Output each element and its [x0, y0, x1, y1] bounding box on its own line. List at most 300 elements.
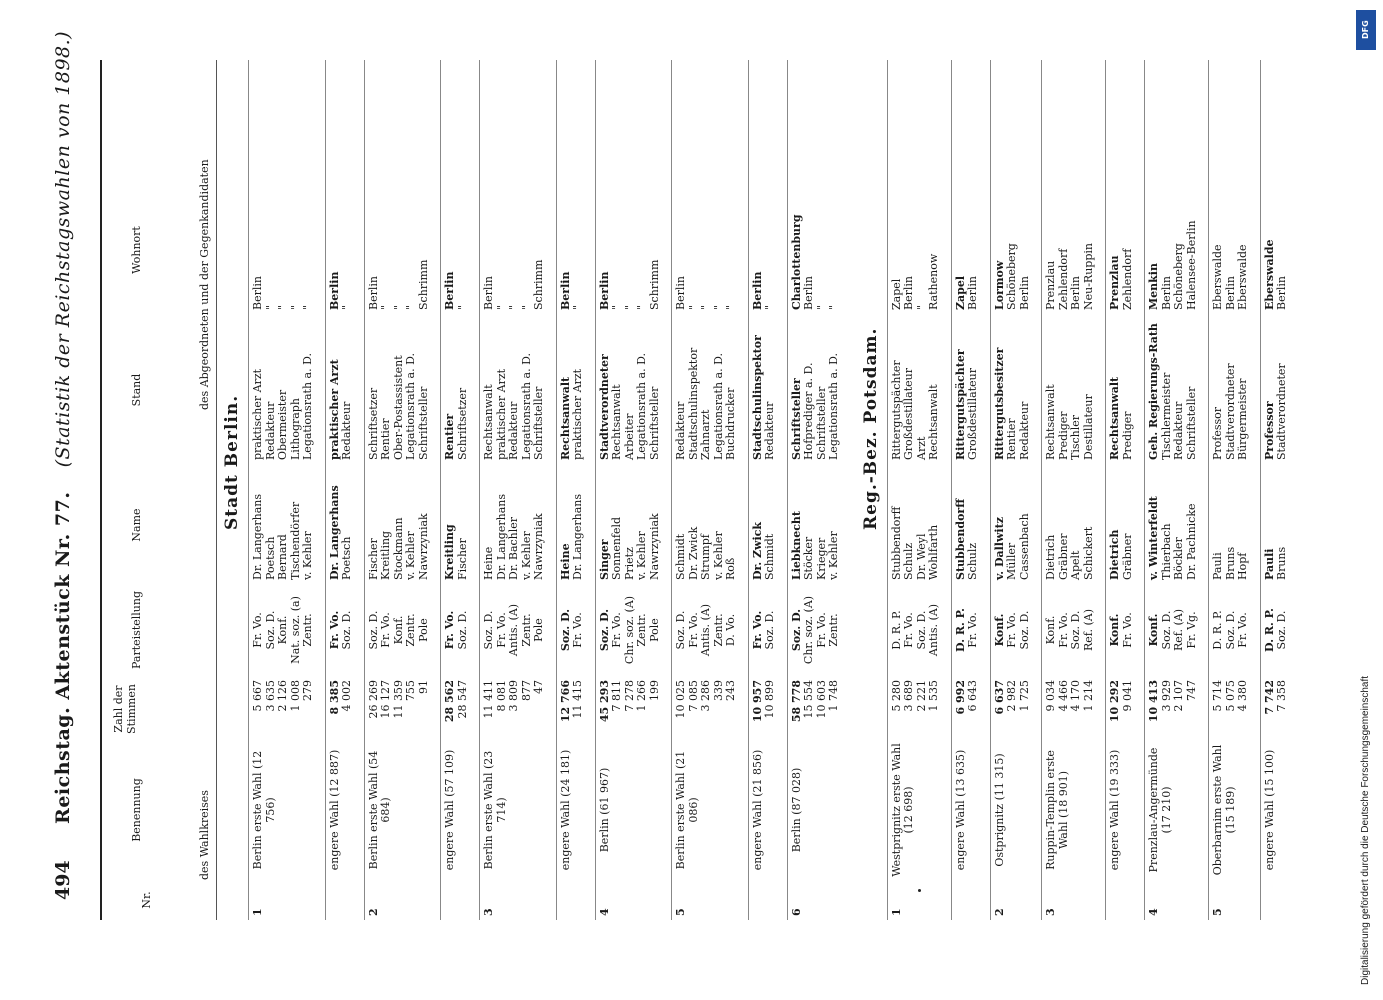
residence: Charlottenburg — [789, 214, 803, 310]
party: D. R. P. — [1211, 610, 1224, 650]
party-column — [560, 590, 585, 670]
party: Konf. — [391, 615, 405, 645]
party: Zentr. — [404, 613, 417, 647]
party: Konf. — [1147, 613, 1160, 647]
occupation: Redakteur — [674, 401, 687, 460]
party: Fr. Vo. — [814, 612, 828, 648]
residence: Berlin — [1159, 276, 1173, 310]
occupation: Tischler — [1069, 414, 1082, 460]
residence: Berlin — [902, 276, 915, 310]
party: Soz. D. — [789, 608, 803, 652]
vote-count-column — [329, 680, 354, 738]
col-zahl: Zahl der Stimmen — [112, 684, 138, 734]
party: Pole — [647, 618, 661, 642]
vote-count: 339 — [711, 680, 725, 701]
district-number: 4 — [1147, 908, 1160, 916]
vote-count: 3 286 — [699, 680, 712, 712]
vote-count-column — [752, 680, 777, 738]
occupation: Arbeiter — [622, 413, 636, 460]
vote-count-column — [1212, 680, 1250, 738]
candidate-name-column — [752, 470, 777, 580]
wahlkreis: Berlin erste Wahl (54 684) — [366, 750, 392, 870]
party-column — [752, 590, 777, 670]
occupation: Legationsrath a. D. — [711, 353, 725, 460]
residence: Menkin — [1147, 263, 1160, 310]
col-wohnort: Wohnort — [130, 226, 143, 274]
wahlkreis: Berlin erste Wahl (23 714) — [482, 750, 508, 870]
occupation: Stadtverordneter — [1223, 363, 1237, 460]
vote-count-column — [368, 680, 431, 738]
vote-count-column — [1148, 680, 1198, 738]
party: Fr. Vo. — [1236, 612, 1249, 648]
district-number: 2 — [992, 908, 1006, 916]
party: Pole — [416, 618, 430, 642]
candidate-name: Schmidt — [763, 533, 776, 580]
vote-count: 5 075 — [1223, 680, 1237, 712]
party: Soz. D. — [263, 610, 277, 650]
vote-count-column — [891, 680, 941, 738]
residence: Berlin — [674, 276, 687, 310]
row-separator — [1208, 60, 1209, 920]
candidate-name: Fischer — [455, 538, 469, 580]
party-column — [1212, 590, 1250, 670]
party: Fr. Vo. — [902, 612, 915, 648]
residence: " — [379, 304, 392, 310]
residence: Zehlendorf — [1120, 248, 1134, 310]
party: Soz. D. — [597, 608, 611, 652]
row-separator — [887, 60, 888, 920]
col-benennung: Benennung — [130, 778, 143, 842]
row-separator — [248, 60, 249, 920]
residence: " — [610, 304, 623, 310]
candidate-name: Schmidt — [674, 533, 687, 580]
residence: Eberswalde — [1236, 244, 1249, 310]
vote-count: 243 — [724, 680, 737, 701]
occupation-column — [368, 320, 431, 460]
candidate-name-column — [483, 470, 546, 580]
candidate-name: Heine — [558, 543, 572, 580]
residence: Berlin — [443, 271, 456, 310]
occupation: Rechtsanwalt — [610, 384, 623, 460]
vote-count: 1 725 — [1017, 680, 1031, 712]
party: Fr. Vo. — [251, 612, 264, 648]
party: Ref. (A) — [1172, 609, 1185, 651]
occupation-column — [1045, 320, 1095, 460]
wahlkreis: Berlin erste Wahl (12 756) — [251, 750, 277, 870]
candidate-name: Stöcker — [802, 536, 815, 580]
vote-count: 1 535 — [927, 680, 940, 712]
candidate-name: v. Kehler — [635, 531, 648, 580]
vote-count: 9 041 — [1120, 680, 1134, 712]
row-separator — [556, 60, 557, 920]
occupation: Schriftsteller — [647, 386, 661, 460]
candidate-name: Stubbendorff — [889, 506, 903, 580]
residence: Eberswalde — [1262, 239, 1276, 310]
candidate-name: Nawrzyniak — [532, 513, 545, 580]
occupation-column — [560, 320, 585, 460]
occupation: Rittergutsbesitzer — [992, 347, 1006, 460]
occupation: Legationsrath a. D. — [635, 353, 648, 460]
occupation: Redakteur — [507, 401, 520, 460]
district-number: 5 — [1211, 908, 1224, 916]
party-column — [675, 590, 738, 670]
table-row — [364, 60, 441, 920]
party-column — [483, 590, 546, 670]
party: Zentr. — [301, 613, 314, 647]
occupation: Stadtschulinspektor — [686, 347, 700, 460]
occupation: Redakteur — [263, 401, 277, 460]
residence: Berlin — [597, 271, 611, 310]
candidate-name: Prietz — [622, 547, 636, 580]
occupation: Tischlermeister — [1159, 372, 1173, 460]
residence-column — [329, 190, 354, 310]
candidate-name: Müller — [1005, 542, 1018, 580]
candidate-name-column — [675, 470, 738, 580]
party: Soz. D. — [455, 610, 469, 650]
candidate-name: Heine — [482, 546, 495, 580]
residence-column — [368, 190, 431, 310]
occupation-column — [329, 320, 354, 460]
district-number: 3 — [482, 908, 495, 916]
candidate-name: Hopf — [1236, 552, 1249, 580]
candidate-name-column — [1212, 470, 1250, 580]
residence: " — [391, 304, 405, 310]
vote-count-column — [791, 680, 841, 738]
vote-count: 6 637 — [992, 680, 1006, 715]
party-column — [1148, 590, 1198, 670]
party-column — [599, 590, 662, 670]
vote-count: 747 — [1184, 680, 1198, 701]
party: Soz. D. — [763, 610, 776, 650]
candidate-name: Stubbendorff — [953, 498, 967, 580]
candidate-name: Fischer — [366, 538, 380, 580]
vote-count: 10 025 — [674, 680, 687, 719]
occupation: Rechtsanwalt — [1044, 384, 1057, 460]
residence-column — [1212, 190, 1250, 310]
residence: Berlin — [802, 276, 815, 310]
wahlkreis: Ruppin-Templin erste Wahl (18 901) — [1044, 750, 1070, 870]
candidate-name: Apelt — [1069, 550, 1082, 580]
wahlkreis: Ostprignitz (11 315) — [992, 753, 1006, 867]
residence: Neu-Ruppin — [1081, 243, 1095, 310]
wahlkreis: Berlin erste Wahl (21 086) — [674, 750, 700, 870]
col-partei: Parteistellung — [130, 591, 143, 669]
party: Fr. Vo. — [571, 612, 584, 648]
occupation: Schriftsteller — [1184, 386, 1198, 460]
occupation: Redakteur — [763, 401, 776, 460]
vote-count: 2 126 — [276, 680, 289, 712]
occupation: Rechtsanwalt — [482, 384, 495, 460]
party: Konf. — [276, 615, 289, 645]
candidate-name: Bernard — [276, 534, 289, 580]
district-number: 2 — [366, 908, 380, 916]
candidate-name: Poetsch — [340, 536, 353, 580]
residence: " — [914, 304, 928, 310]
vote-count: 5 714 — [1211, 680, 1224, 712]
candidate-name-column — [1264, 470, 1289, 580]
candidate-name-column — [994, 470, 1032, 580]
candidate-name: Schulz — [966, 542, 979, 580]
party: Soz. D. — [1069, 610, 1082, 650]
occupation-column — [752, 320, 777, 460]
residence-column — [483, 190, 546, 310]
district-number: 6 — [789, 908, 803, 916]
table-row — [1144, 60, 1208, 920]
vote-count: 7 358 — [1275, 680, 1288, 712]
candidate-name: Kreitling — [443, 524, 456, 580]
candidate-name: Dr. Zwick — [750, 522, 764, 580]
table-row — [887, 60, 951, 920]
table-row — [748, 60, 787, 920]
vote-count: 8 081 — [494, 680, 508, 712]
candidate-name: Pauli — [1262, 548, 1276, 580]
candidate-name: v. Dallwitz — [992, 517, 1006, 580]
candidate-name: Dr. Weyl — [914, 533, 928, 580]
party: Fr. Vo. — [1056, 612, 1070, 648]
residence: Berlin — [251, 276, 264, 310]
vote-count-column — [560, 680, 585, 738]
wahlkreis: engere Wahl (13 635) — [953, 749, 967, 871]
vote-count: 4 380 — [1236, 680, 1249, 712]
candidate-name-column — [1109, 470, 1134, 580]
party: Antis. (A) — [927, 603, 940, 657]
page-number: 494 — [52, 860, 74, 900]
residence-column — [599, 190, 662, 310]
row-separator — [787, 60, 788, 920]
candidate-name: Schulz — [902, 542, 915, 580]
occupation: Rentier — [443, 413, 456, 460]
candidate-name-column — [1148, 470, 1198, 580]
row-separator — [364, 60, 365, 920]
occupation: Legationsrath a. D. — [301, 353, 314, 460]
vote-count: 2 221 — [914, 680, 928, 712]
candidate-name: Wohlfarth — [927, 524, 940, 580]
candidate-name: Dr. Langerhans — [327, 485, 341, 580]
vote-count-column — [599, 680, 662, 738]
candidate-name: Dr. Pachnicke — [1184, 503, 1198, 580]
candidate-name: Pauli — [1211, 552, 1224, 580]
vote-count: 7 278 — [622, 680, 636, 712]
candidate-name: Strumpf — [699, 534, 712, 580]
party: Zentr. — [635, 613, 648, 647]
page-subtitle: (Statistik der Reichstagswahlen von 1898.) — [52, 30, 74, 468]
candidate-name: Bruns — [1223, 546, 1237, 580]
vote-count-column — [994, 680, 1032, 738]
candidate-name-column — [560, 470, 585, 580]
occupation-column — [599, 320, 662, 460]
vote-count: 877 — [519, 680, 533, 701]
vote-count: 3 929 — [1159, 680, 1173, 712]
vote-count-column — [1264, 680, 1289, 738]
party: Soz. D. — [1275, 610, 1288, 650]
occupation: Schriftsetzer — [366, 387, 380, 460]
candidate-name: Tischendörfer — [288, 501, 302, 580]
col-wahlkreis: des Wahlkreises — [198, 790, 211, 880]
candidate-name: Dr. Langerhans — [494, 494, 508, 580]
vote-count: 6 643 — [966, 680, 979, 712]
party: Zentr. — [827, 613, 840, 647]
vote-count: 3 809 — [507, 680, 520, 712]
party: Fr. Vo. — [379, 612, 392, 648]
party-column — [329, 590, 354, 670]
residence-column — [1045, 190, 1095, 310]
occupation-column — [444, 320, 469, 460]
district-number: 3 — [1044, 908, 1057, 916]
credit-line: Digitalisierung gefördert durch die Deutsche Forschungsgemeinschaft — [1360, 675, 1371, 985]
vote-count: 10 957 — [750, 680, 764, 723]
district-number: 4 — [597, 908, 611, 916]
vote-count: 16 127 — [379, 680, 392, 719]
occupation: Schriftsteller — [416, 386, 430, 460]
occupation: Legationsrath a. D. — [404, 353, 417, 460]
table-row — [1260, 60, 1299, 920]
candidate-name-column — [791, 470, 841, 580]
row-separator — [990, 60, 991, 920]
party: Soz. D. — [1017, 610, 1031, 650]
vote-count-column — [1109, 680, 1134, 738]
section-title: Reg.-Bez. Potsdam. — [860, 327, 881, 530]
residence: Berlin — [1017, 276, 1031, 310]
wahlkreis: engere Wahl (21 856) — [750, 749, 764, 871]
wahlkreis: Berlin (87 028) — [789, 767, 803, 853]
vote-count: 1 266 — [635, 680, 648, 712]
residence: " — [814, 304, 828, 310]
candidate-name: Liebknecht — [789, 511, 803, 580]
residence: " — [571, 304, 584, 310]
vote-count: 2 107 — [1172, 680, 1185, 712]
residence: Berlin — [966, 276, 979, 310]
occupation: Professor — [1262, 401, 1276, 460]
vote-count: 11 415 — [571, 680, 584, 719]
occupation-column — [675, 320, 738, 460]
party: Fr. Vo. — [327, 610, 341, 650]
party: D. R. P. — [889, 610, 903, 650]
col-name: Name — [130, 508, 143, 542]
candidate-name: Gräbner — [1120, 533, 1134, 580]
occupation: Schriftsteller — [814, 386, 828, 460]
occupation: Rentier — [1005, 418, 1018, 460]
col-subnote: des Abgeordneten und der Gegenkandidaten — [198, 159, 211, 410]
party: Nat. soz. (a) — [288, 596, 302, 664]
residence: " — [711, 304, 725, 310]
occupation: Professor — [1211, 406, 1224, 460]
party: Fr. Vo. — [686, 612, 700, 648]
occupation: Legationsrath a. D. — [827, 353, 840, 460]
party-column — [891, 590, 941, 670]
occupation: Rittergutspächter — [953, 349, 967, 460]
vote-count: 11 411 — [482, 680, 495, 719]
vote-count: 28 547 — [455, 680, 469, 719]
occupation: Schriftsetzer — [455, 387, 469, 460]
candidate-name: Thierbach — [1159, 523, 1173, 580]
candidate-name: Nawrzyniak — [647, 513, 661, 580]
table-row — [787, 60, 851, 920]
candidate-name: Dr. Zwick — [686, 526, 700, 580]
residence: Zapel — [889, 278, 903, 310]
vote-count: 6 992 — [953, 680, 967, 715]
occupation-column — [891, 320, 941, 460]
occupation-column — [1212, 320, 1250, 460]
col-stand: Stand — [130, 373, 143, 407]
vote-count: 8 385 — [327, 680, 341, 715]
row-separator — [951, 60, 952, 920]
residence: Berlin — [327, 271, 341, 310]
vote-count: 7 811 — [610, 680, 623, 712]
party-column — [1109, 590, 1134, 670]
residence: " — [340, 304, 353, 310]
residence: " — [288, 304, 302, 310]
party: Soz. D. — [914, 610, 928, 650]
party: Soz. D. — [340, 610, 353, 650]
occupation: praktischer Arzt — [327, 359, 341, 460]
party: Soz. D. — [1223, 610, 1237, 650]
row-separator — [748, 60, 749, 920]
party: Konf. — [1044, 615, 1057, 645]
residence: Prenzlau — [1108, 255, 1121, 310]
party-column — [955, 590, 980, 670]
row-separator — [1144, 60, 1145, 920]
top-rule — [100, 60, 102, 920]
candidate-name-column — [329, 470, 354, 580]
table-row — [1105, 60, 1144, 920]
vote-count: 755 — [404, 680, 417, 701]
table-row — [325, 60, 364, 920]
party-column — [368, 590, 431, 670]
vote-count: 15 554 — [802, 680, 815, 719]
party: Konf. — [1108, 613, 1121, 647]
vote-count: 7 085 — [686, 680, 700, 712]
vote-count: 5 280 — [889, 680, 903, 712]
occupation: Bürgermeister — [1236, 378, 1249, 460]
candidate-name: Dr. Langerhans — [571, 494, 584, 580]
residence: " — [622, 304, 636, 310]
vote-count: 1 214 — [1081, 680, 1095, 712]
residence: Zehlendorf — [1056, 248, 1070, 310]
table-row — [990, 60, 1042, 920]
party: Soz. D. — [482, 610, 495, 650]
candidate-name: Dr. Bachler — [507, 516, 520, 580]
row-separator — [671, 60, 672, 920]
occupation: Redakteur — [1172, 401, 1185, 460]
vote-count: 28 562 — [443, 680, 456, 723]
occupation: Redakteur — [340, 401, 353, 460]
table-row — [479, 60, 556, 920]
party: Fr. Vo. — [610, 612, 623, 648]
occupation: Zahnarzt — [699, 409, 712, 460]
vote-count: 199 — [647, 680, 661, 701]
residence: " — [686, 304, 700, 310]
residence-column — [994, 190, 1032, 310]
occupation: Großdestillateur — [902, 367, 915, 460]
occupation: Rentier — [379, 418, 392, 460]
residence: " — [763, 304, 776, 310]
occupation: Schriftsteller — [789, 378, 803, 460]
candidate-name-column — [444, 470, 469, 580]
district-number: 1 — [251, 908, 264, 916]
occupation: Buchdrucker — [724, 387, 737, 460]
residence-column — [791, 190, 841, 310]
party: D. R. P. — [1262, 608, 1276, 652]
residence: Berlin — [1275, 276, 1288, 310]
vote-count: 91 — [416, 680, 430, 694]
candidate-name: Dr. Langerhans — [251, 494, 264, 580]
party: Fr. Vo. — [966, 612, 979, 648]
header-rule — [216, 60, 217, 920]
residence: Schrimm — [532, 259, 545, 310]
candidate-name: v. Kehler — [301, 531, 314, 580]
candidate-name: v. Kehler — [827, 531, 840, 580]
row-separator — [595, 60, 596, 920]
